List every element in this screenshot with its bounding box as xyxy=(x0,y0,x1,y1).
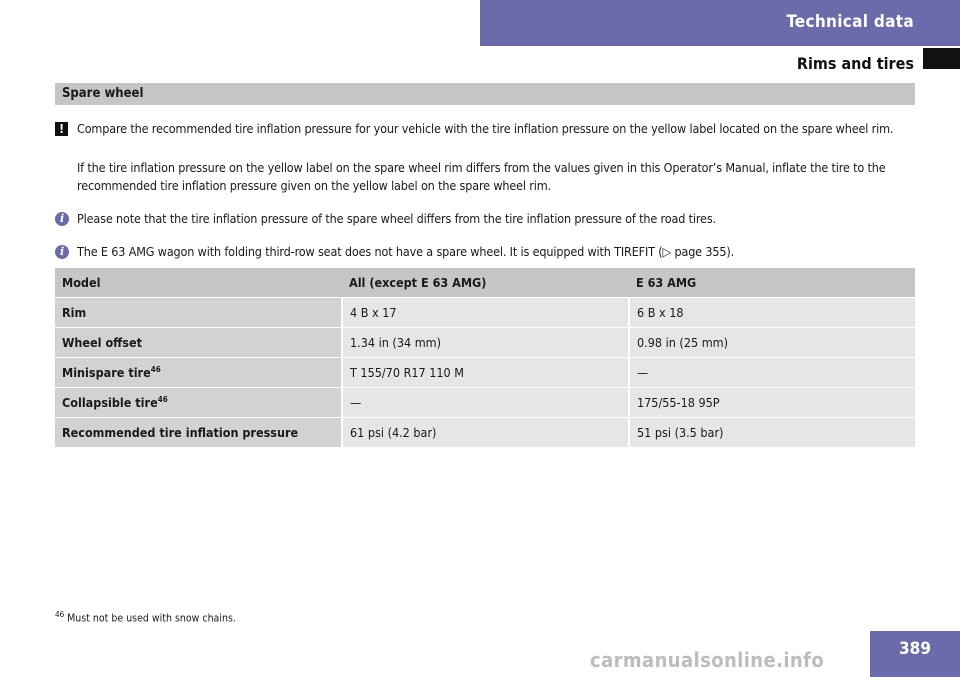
info-text: The E 63 AMG wagon with folding third-row seat does not have a spare wheel. It is equipped with TIREFIT (▷ page 355). xyxy=(77,244,735,259)
chapter-title: Technical data xyxy=(786,12,914,32)
page-number-box xyxy=(870,631,960,677)
cell-value: 1.34 in (34 mm) xyxy=(342,328,629,358)
footnote-ref: 46 xyxy=(157,394,168,404)
row-label: Recommended tire inflation pressure xyxy=(55,418,342,448)
table-row xyxy=(55,388,915,418)
warning-icon: ! xyxy=(55,122,68,136)
footnote-number: 46 xyxy=(55,610,65,619)
warning-note xyxy=(55,120,917,138)
warning-followup-text: If the tire inflation pressure on the yellow label on the spare wheel rim differs from the values given in this Operator’s Manual, inflate the tire to the recommended tire inflation pressure given on the yellow label on the spare wheel rim. xyxy=(77,160,886,193)
cell-value: — xyxy=(342,388,629,418)
cell-value: — xyxy=(629,358,915,388)
header-all-except-amg: All (except E 63 AMG) xyxy=(342,268,629,298)
header-model: Model xyxy=(55,268,342,298)
footnote xyxy=(55,610,236,625)
table-row xyxy=(55,298,915,328)
page-number: 389 xyxy=(899,639,931,659)
info-note xyxy=(55,210,917,228)
info-note xyxy=(55,243,917,261)
cell-value: 4 B x 17 xyxy=(342,298,629,328)
info-icon: i xyxy=(55,212,69,226)
header-e63-amg: E 63 AMG xyxy=(629,268,915,298)
warning-text: Compare the recommended tire inflation pressure for your vehicle with the tire inflation pressure on the yellow label located on the spare wheel rim. xyxy=(77,121,894,136)
section-heading: Spare wheel xyxy=(55,83,915,105)
watermark: carmanualsonline.info xyxy=(590,648,825,672)
cell-value: 6 B x 18 xyxy=(629,298,915,328)
cell-value: T 155/70 R17 110 M xyxy=(342,358,629,388)
cell-value: 51 psi (3.5 bar) xyxy=(629,418,915,448)
table-row xyxy=(55,328,915,358)
row-label: Wheel offset xyxy=(55,328,342,358)
footnote-ref: 46 xyxy=(150,364,161,374)
row-label: Collapsible tire$^{46}$ xyxy=(55,388,342,418)
row-label: Rim xyxy=(55,298,342,328)
table-row xyxy=(55,418,915,448)
thumb-tab-marker xyxy=(923,48,960,69)
info-text: Please note that the tire inflation pressure of the spare wheel differs from the tire inflation pressure of the road tires. xyxy=(77,211,716,226)
info-icon: i xyxy=(55,245,69,259)
spare-wheel-table xyxy=(55,268,915,448)
footnote-text: Must not be used with snow chains. xyxy=(67,612,236,625)
table-header-row xyxy=(55,268,915,298)
cell-value: 61 psi (4.2 bar) xyxy=(342,418,629,448)
row-label: Minispare tire$^{46}$ xyxy=(55,358,342,388)
section-subtitle: Rims and tires xyxy=(796,54,914,73)
cell-value: 0.98 in (25 mm) xyxy=(629,328,915,358)
cell-value: 175/55-18 95P xyxy=(629,388,915,418)
table-row xyxy=(55,358,915,388)
warning-followup xyxy=(55,159,917,195)
